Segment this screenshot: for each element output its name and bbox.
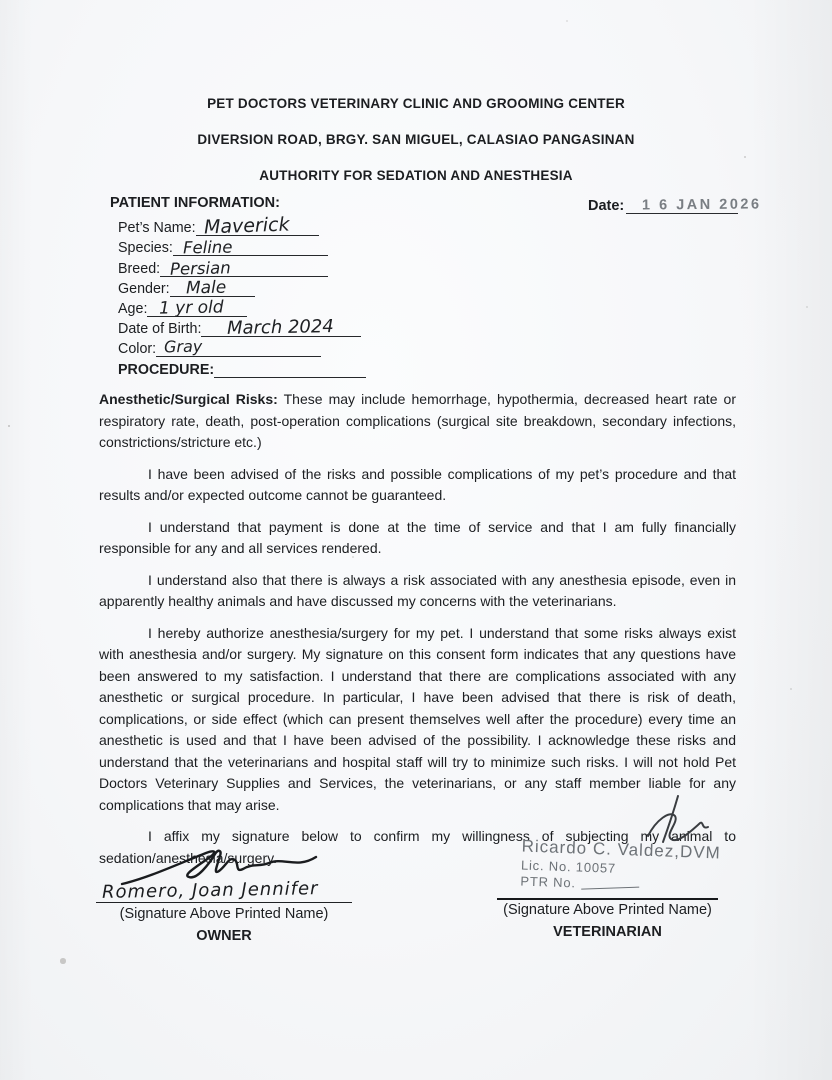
age-underline	[147, 299, 247, 317]
patient-information-heading: PATIENT INFORMATION:	[110, 195, 280, 211]
paragraph-advised-of-risks: I have been advised of the risks and possible complications of my pet’s procedure and that results and/or expected outcome cannot be guaranteed.	[99, 465, 736, 503]
age-value: 1 yr old	[159, 297, 225, 319]
gender-value: Male	[185, 277, 227, 299]
clinic-name: PET DOCTORS VETERINARY CLINIC AND GROOMING CENTER	[207, 96, 625, 111]
field-row-color	[118, 337, 366, 357]
species-label: Species:	[118, 240, 173, 257]
age-label: Age:	[118, 300, 148, 317]
paragraph-authorization: I hereby authorize anesthesia/surgery for my pet. I understand that some risks always exist with anesthesia and/or surgery. My signature on this consent form indicates that any questions have been answered to my satisfaction. I understand that there are complications associated with any anesthetic or surgical procedure. In particular, I have been advised that there is risk of death, complications, or side effect (which can present themselves well after the procedure) every time an anesthetic is used and that I have been advised of the possibility. I acknowledge these risks and understand that the veterinarians and hospital staff will try to minimize such risks. I will not hold Pet Doctors Veterinary Supplies and Services, the veterinarians, or any staff member liable for any complications that may arise.	[99, 624, 736, 813]
color-underline	[156, 336, 321, 357]
procedure-label: PROCEDURE:	[118, 361, 215, 378]
patient-information-section	[110, 195, 366, 378]
date-of-birth-underline	[201, 316, 361, 340]
owner-signature-line	[96, 902, 352, 903]
breed-underline	[160, 259, 328, 277]
veterinarian-role-label: VETERINARIAN	[553, 924, 662, 940]
color-value: Gray	[163, 336, 203, 357]
document-header	[0, 96, 832, 204]
veterinarian-signature-caption: (Signature Above Printed Name)	[503, 902, 712, 918]
procedure-underline	[214, 360, 366, 378]
date-field	[588, 196, 762, 214]
field-row-procedure	[118, 357, 366, 377]
date-label: Date:	[588, 198, 625, 214]
veterinarian-signature-line	[497, 898, 718, 900]
paragraph-anesthesia-risk: I understand also that there is always a risk associated with any anesthesia episode, even in apparently healthy animals and have discussed my concerns with the veterinarians.	[99, 571, 736, 609]
form-title: AUTHORITY FOR SEDATION AND ANESTHESIA	[259, 168, 573, 183]
owner-signature-caption: (Signature Above Printed Name)	[119, 906, 329, 922]
date-stamp-value: 1 6 JAN 2026	[642, 196, 762, 214]
veterinarian-stamp-name: Ricardo C. Valdez,DVM	[521, 836, 722, 863]
veterinarian-rubber-stamp	[520, 837, 721, 896]
risks-paragraph	[99, 389, 736, 454]
field-row-breed	[118, 256, 366, 279]
paper-specks	[0, 0, 2, 2]
owner-role-label: OWNER	[196, 928, 252, 944]
field-row-date-of-birth	[118, 316, 366, 340]
ptr-label: PTR No.	[520, 873, 577, 891]
breed-label: Breed:	[118, 260, 161, 277]
paragraph-payment: I understand that payment is done at the time of service and that I am fully financially responsible for any and all services rendered.	[99, 518, 736, 556]
pets-name-label: Pet’s Name:	[118, 220, 196, 237]
pets-name-underline	[196, 213, 319, 239]
species-value: Feline	[182, 237, 233, 258]
veterinarian-license-number: Lic. No. 10057	[520, 857, 617, 876]
paragraph-affix-signature: I affix my signature below to confirm my willingness of subjecting my animal to sedation/anesthesia/surgery.	[99, 828, 736, 866]
gender-label: Gender:	[118, 280, 170, 297]
owner-printed-name: Romero, Joan Jennifer	[101, 878, 319, 903]
gender-underline	[170, 279, 255, 297]
pets-name-value: Maverick	[203, 213, 290, 239]
ptr-blank-line	[582, 887, 640, 890]
clinic-address: DIVERSION ROAD, BRGY. SAN MIGUEL, CALASIAO PANGASINAN	[197, 132, 635, 147]
field-row-pets-name	[118, 213, 366, 239]
breed-value: Persian	[169, 257, 232, 279]
risks-text: These may include hemorrhage, hypothermia, decreased heart rate or respiratory rate, death, post-operation complications (surgical site breakdown, secondary infections, constrictions/stricture etc.)	[99, 391, 736, 450]
date-of-birth-value: March 2024	[227, 316, 335, 340]
field-row-age	[118, 297, 366, 317]
date-of-birth-label: Date of Birth:	[118, 321, 202, 338]
field-row-gender	[118, 277, 366, 297]
species-underline	[173, 238, 328, 256]
field-row-species	[118, 236, 366, 256]
risks-label: Anesthetic/Surgical Risks:	[99, 391, 278, 407]
date-underline	[626, 196, 762, 214]
color-label: Color:	[118, 341, 157, 358]
